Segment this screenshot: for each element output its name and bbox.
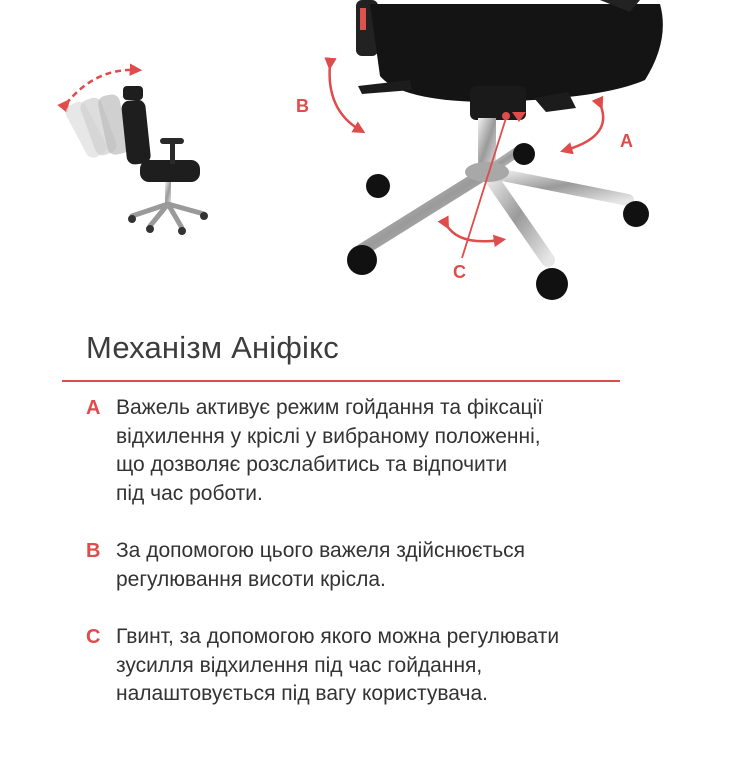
label-a: A — [620, 131, 633, 151]
title-divider — [62, 380, 620, 382]
recline-thumbnail — [63, 70, 208, 235]
label-c: C — [453, 262, 466, 282]
label-b: B — [296, 96, 309, 116]
item-line: під час роботи. — [116, 481, 263, 505]
item-line: відхилення у кріслі у вибраному положенні, — [116, 424, 541, 448]
item-text — [116, 394, 676, 508]
arrow-c — [446, 224, 500, 241]
item-line: За допомогою цього важеля здійснюється — [116, 539, 526, 562]
item-line: що дозволяє розслабитись та відпочити — [116, 453, 508, 476]
item-line: Важель активує режим гойдання та фіксації — [116, 396, 544, 419]
item-line: налаштовується під вагу користувача. — [116, 682, 488, 705]
item-line: регулювання висоти крісла. — [116, 567, 386, 591]
hero-illustration — [0, 0, 740, 310]
arrow-a — [566, 104, 603, 150]
item-text — [116, 537, 676, 594]
arrow-b — [330, 64, 360, 130]
mechanism-closeup — [296, 0, 663, 300]
item-line: Гвинт, за допомогою якого можна регулювати — [116, 625, 560, 648]
item-letter: C — [86, 626, 101, 648]
item-letter: B — [86, 540, 101, 562]
item-letter: A — [86, 397, 101, 419]
page-title: Механізм Аніфікс — [86, 330, 339, 365]
item-text — [116, 623, 676, 709]
item-line: зусилля відхилення під час гойдання, — [116, 653, 483, 677]
